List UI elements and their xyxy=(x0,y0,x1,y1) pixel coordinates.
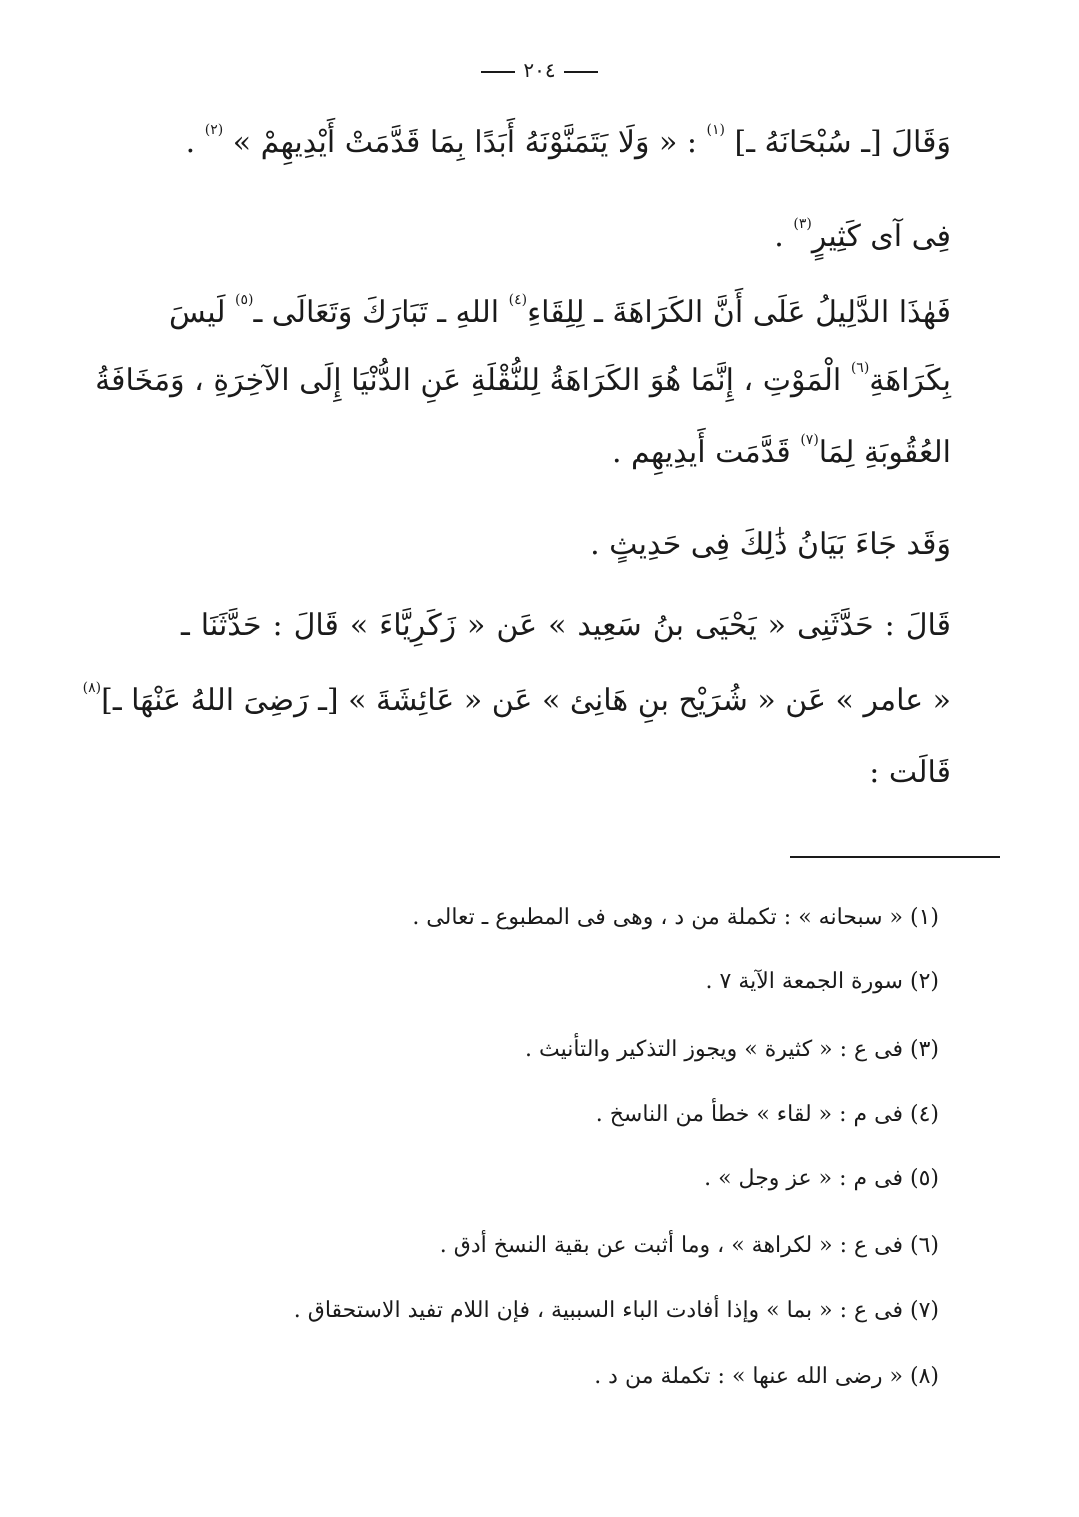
body-text: . xyxy=(774,219,794,254)
body-line-3 xyxy=(169,292,951,334)
page-number-text: ٢٠٤ xyxy=(523,58,556,82)
footnote-6: (٦) فى ع : « لكراهة » ، وما أثبت عن بقية النسخ أدق . xyxy=(439,1233,939,1258)
footnote-3: (٣) فى ع : « كثيرة » ويجوز التذكير والتأنيث . xyxy=(525,1037,939,1062)
page-number xyxy=(0,58,1079,82)
body-line-7 xyxy=(181,605,951,647)
footnote-8: (٨) « رضى الله عنها » : تكملة من د . xyxy=(594,1364,939,1389)
body-line-4 xyxy=(95,360,951,402)
body-text: الْمَوْتِ ، إِنَّمَا هُوَ الكَرَاهَةُ لِلنُّقْلَةِ عَنِ الدُّنْيَا إِلَى الآخِرَةِ ، وَمَخَافَةُ xyxy=(95,363,851,398)
footnote-7: (٧) فى ع : « بما » وإذا أفادت الباء السببية ، فإن اللام تفيد الاستحقاق . xyxy=(293,1298,939,1323)
page-number-dash xyxy=(481,71,515,73)
body-text: . xyxy=(185,125,205,160)
body-text: العُقُوبَةِ لِمَا xyxy=(818,435,951,470)
body-text: فِى آى كَثِيرٍ xyxy=(811,219,951,254)
footnote-marker: (٣) xyxy=(793,216,812,232)
body-text: لَيسَ xyxy=(169,295,236,330)
body-text: بِكَرَاهَةِ xyxy=(869,363,951,398)
page-number-dash xyxy=(564,71,598,73)
footnote-marker: (٢) xyxy=(204,122,224,138)
footnote-1: (١) « سبحانه » : تكملة من د ، وهى فى المطبوع ـ تعالى . xyxy=(412,905,939,930)
body-text: « عامر » عَن « شُرَيْح بنِ هَانِئ » عَن « عَائِشَةَ » [ـ رَضِىَ اللهُ عَنْهَا ـ] xyxy=(101,683,951,718)
footnote-marker: (٨) xyxy=(82,680,102,696)
body-text: قَالَت : xyxy=(869,755,951,790)
footnote-marker: (٦) xyxy=(850,360,870,376)
body-text: قَدَّمَت أَيدِيهِم . xyxy=(611,435,801,470)
body-text: وَقَالَ [ـ سُبْحَانَهُ ـ] xyxy=(724,125,951,160)
body-line-9 xyxy=(181,752,951,794)
footnote-2: (٢) سورة الجمعة الآية ٧ . xyxy=(705,969,939,994)
footnote-5: (٥) فى م : « عز وجل » . xyxy=(704,1166,939,1191)
body-text: قَالَ : حَدَّثَنِى « يَحْيَى بنُ سَعِيد » عَن « زَكَرِيَّاءَ » قَالَ : حَدَّثَنَا ـ xyxy=(181,608,951,643)
body-text: : « وَلَا يَتَمَنَّوْنَهُ أَبَدًا بِمَا قَدَّمَتْ أَيْدِيهِمْ » xyxy=(223,125,707,160)
body-text: فَهٰذَا الدَّلِيلُ عَلَى أَنَّ الكَرَاهَةَ ـ لِلِقَاءِ xyxy=(527,295,951,330)
body-text: وَقَد جَاءَ بَيَانُ ذَٰلِكَ فِى حَدِيثٍ . xyxy=(590,527,951,562)
footnote-4: (٤) فى م : « لقاء » خطأ من الناسخ . xyxy=(595,1102,939,1127)
body-line-2 xyxy=(181,216,951,258)
body-text: اللهِ ـ تَبَارَكَ وَتَعَالَى ـ xyxy=(253,295,509,330)
footnote-marker: (٧) xyxy=(800,432,819,448)
footnote-marker: (١) xyxy=(706,122,725,138)
body-line-1 xyxy=(181,122,951,164)
body-line-8 xyxy=(82,680,951,722)
footnote-separator xyxy=(790,856,1000,858)
footnote-marker: (٤) xyxy=(508,292,528,308)
body-line-6 xyxy=(181,524,951,566)
footnote-marker: (٥) xyxy=(235,292,254,308)
body-line-5 xyxy=(181,432,951,474)
